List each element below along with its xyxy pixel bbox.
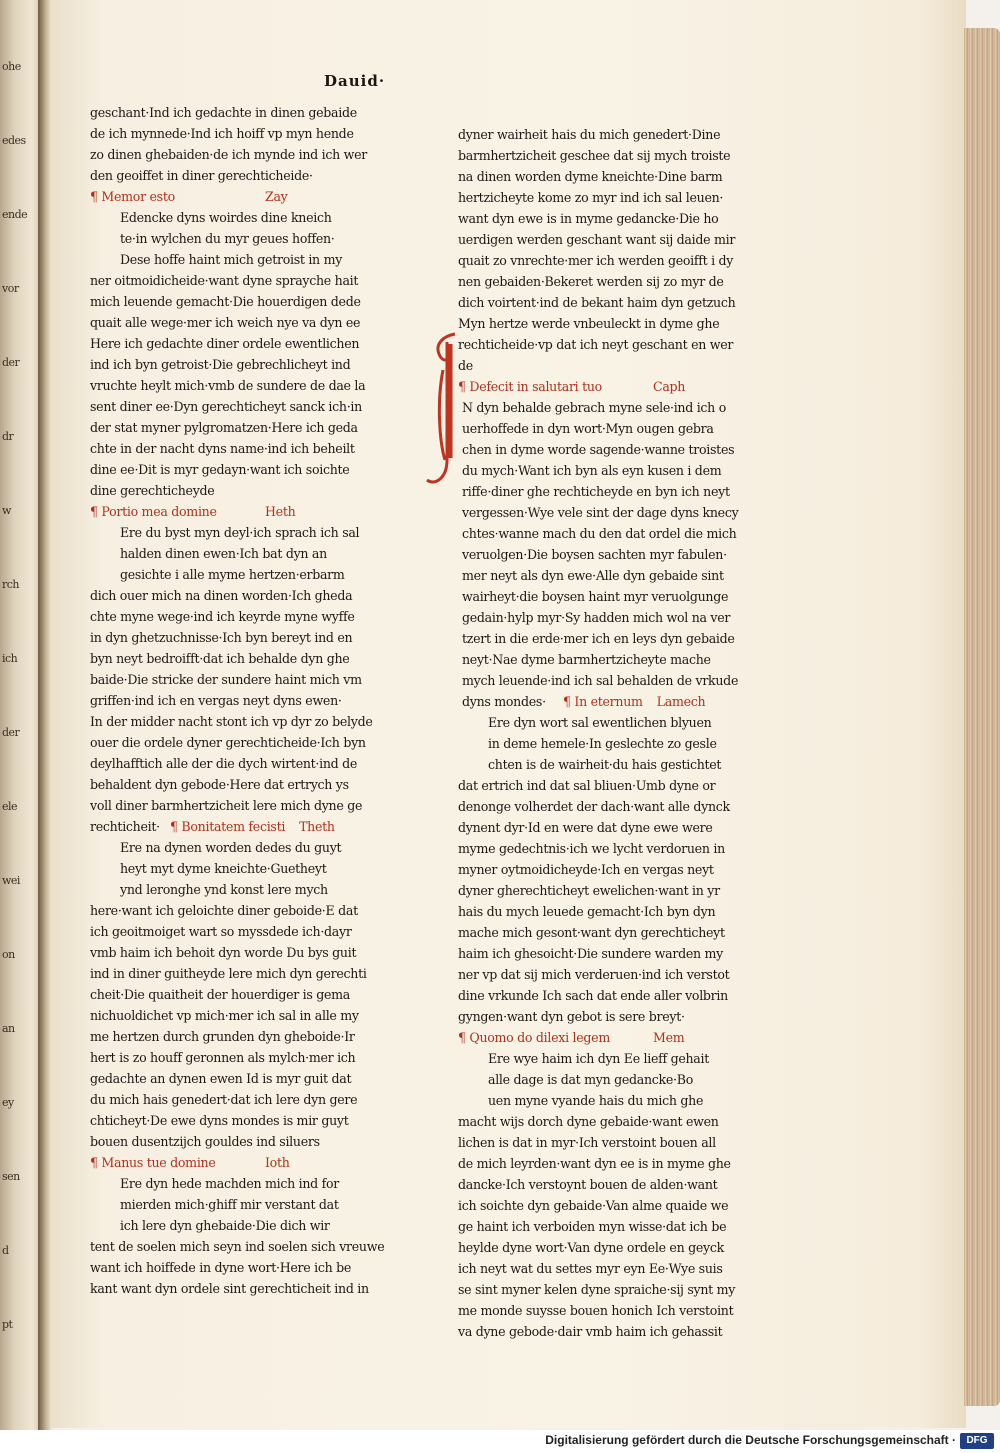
text-line: du mich hais genedert·dat ich lere dyn gere [90, 1092, 358, 1107]
text-line: heyt myt dyme kneichte·Guetheyt [120, 861, 327, 876]
text-line: ner oitmoidicheide·want dyne sprayche hait [90, 273, 359, 288]
right-column [458, 124, 788, 1342]
text-line: want dyn ewe is in myme gedancke·Die ho [458, 211, 719, 226]
hebrew-letter: Heth [265, 504, 296, 519]
text-line: heylde dyne wort·Van dyne ordele en geyck [458, 1240, 724, 1255]
previous-page-fragment: der [2, 726, 20, 739]
text-line: dich ouer mich na dinen worden·Ich gheda [90, 588, 353, 603]
text-line: rechticheit· [90, 819, 160, 834]
page-fore-edge [964, 28, 1000, 1406]
text-line: dich voirtent·ind de bekant haim dyn getzuch [458, 295, 736, 310]
text-line: se sint myner kelen dyne spraiche·sij synt my [458, 1282, 736, 1297]
text-line: ich lere dyn ghebaide·Die dich wir [120, 1218, 330, 1233]
previous-page-edge [0, 0, 40, 1430]
text-line: Ere na dynen worden dedes du guyt [120, 840, 342, 855]
text-line: chticheyt·De ewe dyns mondes is mir guyt [90, 1113, 349, 1128]
text-line: dine vrkunde Ich sach dat ende aller volbrin [458, 988, 728, 1003]
text-line: hais du mych leuede gemacht·Ich byn dyn [458, 904, 716, 919]
decorated-initial-I [425, 330, 465, 490]
hebrew-letter: Caph [653, 379, 686, 394]
previous-page-fragment: ohe [2, 60, 21, 73]
text-line: gyngen·want dyn gebot is sere breyt· [458, 1009, 685, 1024]
text-line: ind ich byn getroist·Die gebrechlicheyt ind [90, 357, 351, 372]
text-line: macht wijs dorch dyne gebaide·want ewen [458, 1114, 719, 1129]
incipit: Bonitatem fecisti [181, 819, 286, 834]
previous-page-fragment: rch [2, 578, 20, 591]
previous-page-fragment: on [2, 948, 15, 961]
previous-page-fragment: sen [2, 1170, 20, 1183]
text-line: mache mich gesont·want dyn gerechticheyt [458, 925, 725, 940]
text-line: cheit·Die quaitheit der houerdiger is gema [90, 987, 351, 1002]
text-line: mych leuende·ind ich sal behalden de vrkude [462, 673, 739, 688]
dfg-logo: DFG [960, 1433, 994, 1449]
text-line: wairheyt·die boysen haint myr veruolgunge [462, 589, 729, 604]
text-line: baide·Die stricke der sundere haint mich vm [90, 672, 362, 687]
text-line: voll diner barmhertzicheit lere mich dyne ge [90, 798, 363, 813]
text-line: me monde suysse bouen honich Ich verstoint [458, 1303, 734, 1318]
incipit: Portio mea domine [101, 504, 217, 519]
text-line: dat ertrich ind dat sal bliuen·Umb dyne or [458, 778, 716, 793]
text-line: byn neyt bedroifft·dat ich behalde dyn ghe [90, 651, 350, 666]
text-line: Myn hertze werde vnbeuleckt in dyme ghe [458, 316, 720, 331]
previous-page-fragment: pt [2, 1318, 13, 1331]
text-line: chten is de wairheit·du hais gestichtet [488, 757, 722, 772]
text-line: Edencke dyns woirdes dine kneich [120, 210, 332, 225]
paragraph-mark: ¶ [563, 694, 575, 709]
text-line: in deme hemele·In geslechte zo gesle [488, 736, 717, 751]
text-line: quait zo vnrechte·mer ich werden geoifft i dy [458, 253, 734, 268]
text-line: de mich leyrden·want dyn ee is in myme ghe [458, 1156, 731, 1171]
left-column [90, 102, 395, 1299]
text-line: mierden mich·ghiff mir verstant dat [120, 1197, 339, 1212]
text-line: dine gerechticheyde [90, 483, 215, 498]
text-line: dyner wairheit hais du mich genedert·Dine [458, 127, 721, 142]
text-line: ich neyt wat du settes myr eyn Ee·Wye suis [458, 1261, 723, 1276]
incipit: In eternum [574, 694, 643, 709]
text-line: geschant·Ind ich gedachte in dinen gebaide [90, 105, 357, 120]
incipit: Manus tue domine [101, 1155, 216, 1170]
text-line: griffen·ind ich en vergas neyt dyns ewen· [90, 693, 342, 708]
previous-page-fragment: ende [2, 208, 28, 221]
text-line: bouen dusentzijch gouldes ind siluers [90, 1134, 320, 1149]
hebrew-letter: Ioth [265, 1155, 290, 1170]
text-line: va dyne gebode·dair vmb haim ich gehassit [458, 1324, 723, 1339]
text-line: dynent dyr·Id en were dat dyne ewe were [458, 820, 713, 835]
previous-page-fragment: ey [2, 1096, 14, 1109]
paragraph-mark: ¶ [90, 1155, 102, 1170]
text-line: barmhertzicheit geschee dat sij mych troiste [458, 148, 731, 163]
text-line: vergessen·Wye vele sint der dage dyns knecy [462, 505, 739, 520]
paragraph-mark: ¶ [458, 379, 470, 394]
text-line: ynd leronghe ynd konst lere mych [120, 882, 328, 897]
text-line: denonge volherdet der dach·want alle dynck [458, 799, 730, 814]
text-line: hertzicheyte kome zo myr ind ich sal leuen· [458, 190, 724, 205]
text-line: lichen is dat in myr·Ich verstoint bouen all [458, 1135, 716, 1150]
text-line: tzert in die erde·mer ich en leys dyn gebaide [462, 631, 735, 646]
text-line: nen gebaiden·Bekeret werden sij zo myr de [458, 274, 724, 289]
text-line: myner oytmoidicheyde·Ich en vergas neyt [458, 862, 714, 877]
text-line: dyner gherechticheyt ewelichen·want in yr [458, 883, 720, 898]
text-line: sent diner ee·Dyn gerechticheyt sanck ich·in [90, 399, 362, 414]
text-line: mich leuende gemacht·Die houerdigen dede [90, 294, 361, 309]
text-line: want ich hoiffede in dyne wort·Here ich be [90, 1260, 352, 1275]
incipit: Memor esto [101, 189, 175, 204]
text-line: halden dinen ewen·Ich bat dyn an [120, 546, 327, 561]
paragraph-mark: ¶ [170, 819, 182, 834]
text-line: kant want dyn ordele sint gerechticheit ind in [90, 1281, 369, 1296]
text-line: Ere wye haim ich dyn Ee lieff gehait [488, 1051, 710, 1066]
text-line: uerdigen werden geschant want sij daide mir [458, 232, 736, 247]
text-line: chen in dyme worde sagende·wanne troistes [462, 442, 735, 457]
text-line: deylhafftich alle der die dych wirtent·ind de [90, 756, 358, 771]
text-line: myme gedechtnis·ich we lycht verdoruen in [458, 841, 725, 856]
previous-page-fragment: wei [2, 874, 20, 887]
hebrew-letter: Mem [653, 1030, 685, 1045]
text-line: gedachte an dynen ewen Id is myr guit dat [90, 1071, 352, 1086]
section-heading [90, 1152, 395, 1173]
text-line: tent de soelen mich seyn ind soelen sich vreuwe [90, 1239, 385, 1254]
section-heading [458, 1027, 788, 1048]
text-line: Dese hoffe haint mich getroist in my [120, 252, 343, 267]
text-line: na dinen worden dyme kneichte·Dine barm [458, 169, 723, 184]
running-head: Dauid· [324, 72, 386, 90]
previous-page-fragment: vor [2, 282, 19, 295]
previous-page-fragment: an [2, 1022, 15, 1035]
text-line: vmb haim ich behoit dyn worde Du bys guit [90, 945, 357, 960]
text-line: ind in diner guitheyde lere mich dyn gerechti [90, 966, 367, 981]
hebrew-letter: Theth [299, 819, 335, 834]
previous-page-fragment: ich [2, 652, 18, 665]
text-line: alle dage is dat myn gedancke·Bo [488, 1072, 693, 1087]
text-line: haim ich ghesoicht·Die sundere warden my [458, 946, 723, 961]
text-line: der stat myner pylgromatzen·Here ich geda [90, 420, 358, 435]
previous-page-fragment: der [2, 356, 20, 369]
text-line: behaldent dyn gebode·Here dat ertrych ys [90, 777, 349, 792]
paragraph-mark: ¶ [90, 189, 102, 204]
section-heading [458, 376, 788, 397]
text-line: ouer die ordele dyner gerechticheide·Ich byn [90, 735, 366, 750]
text-line: dancke·Ich verstoynt bouen de alden·want [458, 1177, 718, 1192]
text-line: du mych·Want ich byn als eyn kusen i dem [462, 463, 722, 478]
text-line: ge haint ich verboiden myn wisse·dat ich be [458, 1219, 727, 1234]
text-line: de ich mynnede·Ind ich hoiff vp myn hende [90, 126, 354, 141]
text-line: Ere du byst myn deyl·ich sprach ich sal [120, 525, 360, 540]
text-line: mer neyt als dyn ewe·Alle dyn gebaide sint [462, 568, 724, 583]
text-line: chtes·wanne mach du den dat ordel die mich [462, 526, 737, 541]
text-line: me hertzen durch grunden dyn gheboide·Ir [90, 1029, 355, 1044]
text-line: quait alle wege·mer ich weich nye va dyn ee [90, 315, 361, 330]
text-line: neyt·Nae dyme barmhertzicheyte mache [462, 652, 711, 667]
text-line: uerhoffede in dyn wort·Myn ougen gebra [462, 421, 714, 436]
previous-page-fragment: d [2, 1244, 9, 1257]
section-heading [90, 816, 395, 837]
section-heading [90, 501, 395, 522]
section-heading [458, 691, 788, 712]
text-line: In der midder nacht stont ich vp dyr zo belyde [90, 714, 373, 729]
text-line: gedain·hylp myr·Sy hadden mich wol na ver [462, 610, 731, 625]
previous-page-fragment: dr [2, 430, 14, 443]
text-line: in dyn ghetzuchnisse·Ich byn bereyt ind en [90, 630, 353, 645]
footer-bar [0, 1430, 1000, 1453]
text-line: veruolgen·Die boysen sachten myr fabulen· [462, 547, 727, 562]
text-line: dine ee·Dit is myr gedayn·want ich soichte [90, 462, 350, 477]
previous-page-fragment: ele [2, 800, 18, 813]
incipit: Defecit in salutari tuo [469, 379, 602, 394]
text-line: riffe·diner ghe rechticheyde en byn ich neyt [462, 484, 730, 499]
incipit: Quomo do dilexi legem [469, 1030, 610, 1045]
text-line: Ere dyn wort sal ewentlichen blyuen [488, 715, 712, 730]
text-line: Ere dyn hede machden mich ind for [120, 1176, 339, 1191]
text-line: zo dinen ghebaiden·de ich mynde ind ich wer [90, 147, 367, 162]
text-line: Here ich gedachte diner ordele ewentlichen [90, 336, 360, 351]
text-line: ich geoitmoiget wart so myssdede ich·dayr [90, 924, 352, 939]
paragraph-mark: ¶ [458, 1030, 470, 1045]
text-line: gesichte i alle myme hertzen·erbarm [120, 567, 345, 582]
funding-note: Digitalisierung gefördert durch die Deutsche Forschungsgemeinschaft · [545, 1433, 956, 1447]
text-line: rechticheide·vp dat ich neyt geschant en wer [458, 337, 734, 352]
text-line: hert is zo houff geronnen als mylch·mer ich [90, 1050, 356, 1065]
text-line: ich soichte dyn gebaide·Van alme quaide we [458, 1198, 729, 1213]
paragraph-mark: ¶ [90, 504, 102, 519]
hebrew-letter: Lamech [656, 694, 706, 709]
text-line: den geoiffet in diner gerechticheide· [90, 168, 313, 183]
section-heading [90, 186, 395, 207]
text-line: chte myne wege·ind ich keyrde myne wyffe [90, 609, 355, 624]
text-line: chte in der nacht dyns name·ind ich beheilt [90, 441, 355, 456]
text-line: vruchte heylt mich·vmb de sundere de dae la [90, 378, 366, 393]
text-line: ner vp dat sij mich verderuen·ind ich verstot [458, 967, 730, 982]
previous-page-fragment: w [2, 504, 11, 517]
text-line: de [458, 358, 473, 373]
text-line: nichuoldichet vp mich·mer ich sal in alle my [90, 1008, 359, 1023]
hebrew-letter: Zay [265, 189, 288, 204]
previous-page-fragment: edes [2, 134, 26, 147]
text-line: here·want ich geloichte diner geboide·E dat [90, 903, 358, 918]
text-line: te·in wylchen du myr geues hoffen· [120, 231, 335, 246]
text-line: N dyn behalde gebrach myne sele·ind ich o [462, 400, 726, 415]
text-line: uen myne vyande hais du mich ghe [488, 1093, 704, 1108]
text-line: dyns mondes· [462, 694, 546, 709]
